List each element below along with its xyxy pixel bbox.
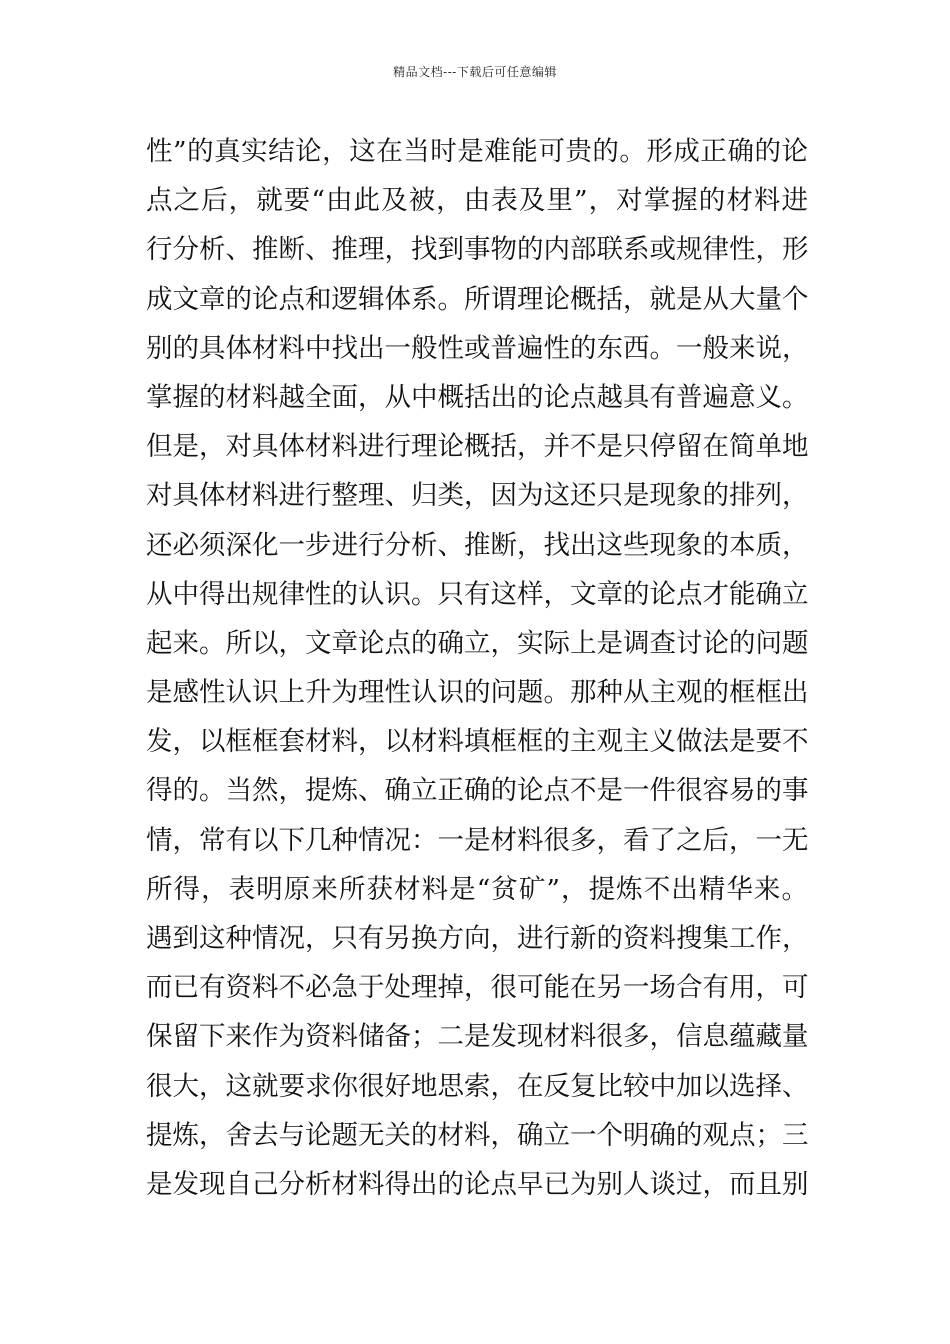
text-line: 而已有资料不必急于处理掉，很可能在另一场合有用，可	[146, 972, 808, 1004]
text-line: 但是，对具体材料进行理论概括，并不是只停留在简单地	[146, 431, 808, 463]
text-line: 提炼，舍去与论题无关的材料，确立一个明确的观点；三	[146, 1119, 808, 1151]
text-line: 对具体材料进行整理、归类，因为这还只是现象的排列，	[146, 480, 808, 512]
text-line: 掌握的材料越全面，从中概括出的论点越具有普遍意义。	[146, 381, 808, 413]
text-line: 行分析、推断、推理，找到事物的内部联系或规律性，形	[146, 234, 808, 266]
text-line: 情，常有以下几种情况：一是材料很多，看了之后，一无	[146, 824, 808, 856]
text-line: 点之后，就要“由此及被，由表及里”，对掌握的材料进	[146, 185, 808, 217]
text-line: 起来。所以，文章论点的确立，实际上是调查讨论的问题	[146, 627, 808, 659]
text-line: 别的具体材料中找出一般性或普遍性的东西。一般来说，	[146, 332, 808, 364]
text-line: 发，以框框套材料，以材料填框框的主观主义做法是要不	[146, 726, 808, 758]
page-header: 精品文档---下载后可任意编辑	[393, 65, 557, 79]
text-line: 很大，这就要求你很好地思索，在反复比较中加以选择、	[146, 1070, 808, 1102]
text-line: 是发现自己分析材料得出的论点早已为别人谈过，而且别	[146, 1168, 808, 1200]
text-line: 遇到这种情况，只有另换方向，进行新的资料搜集工作，	[146, 923, 808, 954]
text-line: 所得，表明原来所获材料是“贫矿”，提炼不出精华来。	[146, 873, 808, 905]
text-line: 还必须深化一步进行分析、推断，找出这些现象的本质，	[146, 529, 808, 561]
text-line: 成文章的论点和逻辑体系。所谓理论概括，就是从大量个	[146, 283, 808, 315]
text-line: 保留下来作为资料储备；二是发现材料很多，信息蕴藏量	[146, 1021, 808, 1053]
text-line: 性”的真实结论，这在当时是难能可贵的。形成正确的论	[146, 136, 808, 167]
text-line: 是感性认识上升为理性认识的问题。那种从主观的框框出	[146, 677, 808, 709]
text-line: 得的。当然，提炼、确立正确的论点不是一件很容易的事	[146, 775, 808, 807]
text-line: 从中得出规律性的认识。只有这样，文章的论点才能确立	[146, 578, 808, 610]
body-paragraph	[146, 127, 808, 1209]
